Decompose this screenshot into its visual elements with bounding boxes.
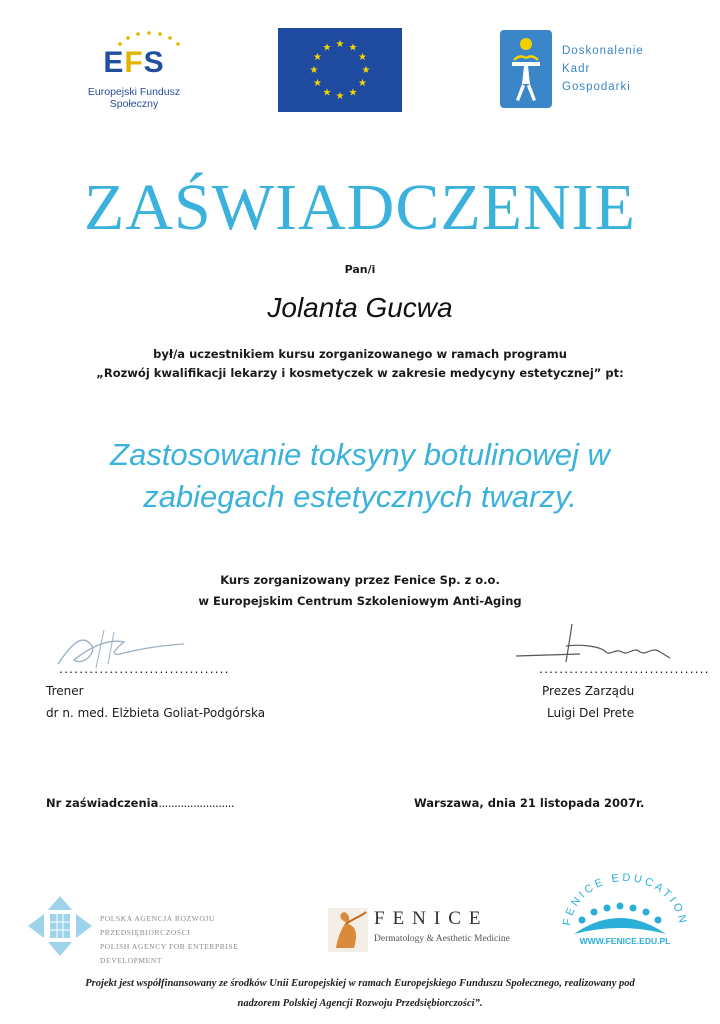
recipient-name: Jolanta Gucwa <box>267 292 453 323</box>
dkg-caption <box>562 42 644 96</box>
parp-line1: POLSKA AGENCJA ROZWOJU PRZEDSIĘBIORCZOŚCI <box>100 914 215 937</box>
svg-text:★: ★ <box>309 65 319 76</box>
fenice-education-logo <box>552 872 692 956</box>
certificate-title: ZAŚWIADCZENIE <box>84 171 636 244</box>
dkg-line3: Gospodarki <box>562 81 631 93</box>
organizer-info <box>0 570 720 612</box>
organizer-line2: w Europejskim Centrum Szkoleniowym Anti-Aging <box>198 594 522 608</box>
certificate-number <box>46 796 234 810</box>
dkg-line2: Kadr <box>562 63 591 75</box>
footer-line1: Projekt jest współfinansowany ze środków Unii Europejskiej w ramach Europejskiego Funduszu Społecznego, realizowany pod <box>85 978 635 989</box>
organizer-line1: Kurs zorganizowany przez Fenice Sp. z o.o. <box>220 573 500 587</box>
funding-footer <box>0 974 720 1014</box>
dkg-logo <box>500 30 660 110</box>
svg-text:★: ★ <box>322 87 332 99</box>
fenice-wordmark: FENICE <box>374 908 489 929</box>
fenice-logo <box>328 908 518 952</box>
trainer-signature-line: .................................. <box>58 665 229 676</box>
trainer-name: dr n. med. Elżbieta Goliat-Podgórska <box>46 706 266 720</box>
parp-arrows-icon <box>28 896 92 956</box>
course-line2: zabiegach estetycznych twarzy. <box>143 479 577 514</box>
svg-text:★: ★ <box>313 78 322 89</box>
course-line1: Zastosowanie toksyny botulinowej w <box>110 437 610 472</box>
parp-caption <box>100 912 298 968</box>
fenice-education-arc-text: FENICE EDUCATION <box>561 872 689 927</box>
certificate-number-dots: ........................ <box>158 796 235 810</box>
efs-logo <box>64 30 204 110</box>
parp-line2: POLISH AGENCY FOR ENTERPRISE DEVELOPMENT <box>100 942 239 965</box>
svg-text:★: ★ <box>361 65 371 76</box>
place-and-date: Warszawa, dnia 21 listopada 2007r. <box>414 796 645 810</box>
description-line1: był/a uczestnikiem kursu zorganizowanego w ramach programu <box>153 347 567 361</box>
fenice-figure-icon <box>328 908 368 952</box>
ceo-name: Luigi Del Prete <box>547 706 635 720</box>
svg-text:★: ★ <box>348 87 358 99</box>
ceo-signature-line: .................................. <box>538 665 709 676</box>
svg-text:★: ★ <box>322 42 332 54</box>
fenice-subtitle: Dermatology & Aesthetic Medicine <box>374 934 510 944</box>
course-title <box>0 434 720 518</box>
dkg-line1: Doskonalenie <box>562 45 644 57</box>
svg-text:★: ★ <box>335 39 345 50</box>
svg-text:★: ★ <box>313 52 322 63</box>
efs-caption: Europejski Fundusz Społeczny <box>87 86 181 110</box>
salutation: Pan/i <box>344 263 376 276</box>
parp-logo <box>28 896 298 965</box>
footer-line2: nadzorem Polskiej Agencji Rozwoju Przedsiębiorczości”. <box>237 998 483 1009</box>
svg-text:★: ★ <box>358 52 367 63</box>
efs-mark: EFS <box>103 46 165 79</box>
dkg-figure-icon <box>500 30 552 108</box>
eu-flag-icon <box>278 28 402 112</box>
trainer-role: Trener <box>46 684 84 698</box>
program-description <box>0 345 720 383</box>
svg-text:★: ★ <box>358 78 367 89</box>
svg-text:★: ★ <box>348 42 358 54</box>
description-line2: „Rozwój kwalifikacji lekarzy i kosmetyczek w zakresie medycyny estetycznej” pt: <box>96 366 624 380</box>
fenice-education-url: WWW.FENICE.EDU.PL <box>579 936 671 946</box>
ceo-signature-icon <box>510 616 680 671</box>
certificate-number-label: Nr zaświadczenia <box>46 796 159 810</box>
ceo-role: Prezes Zarządu <box>542 684 635 698</box>
svg-text:★: ★ <box>335 91 345 102</box>
people-icon <box>574 903 666 935</box>
